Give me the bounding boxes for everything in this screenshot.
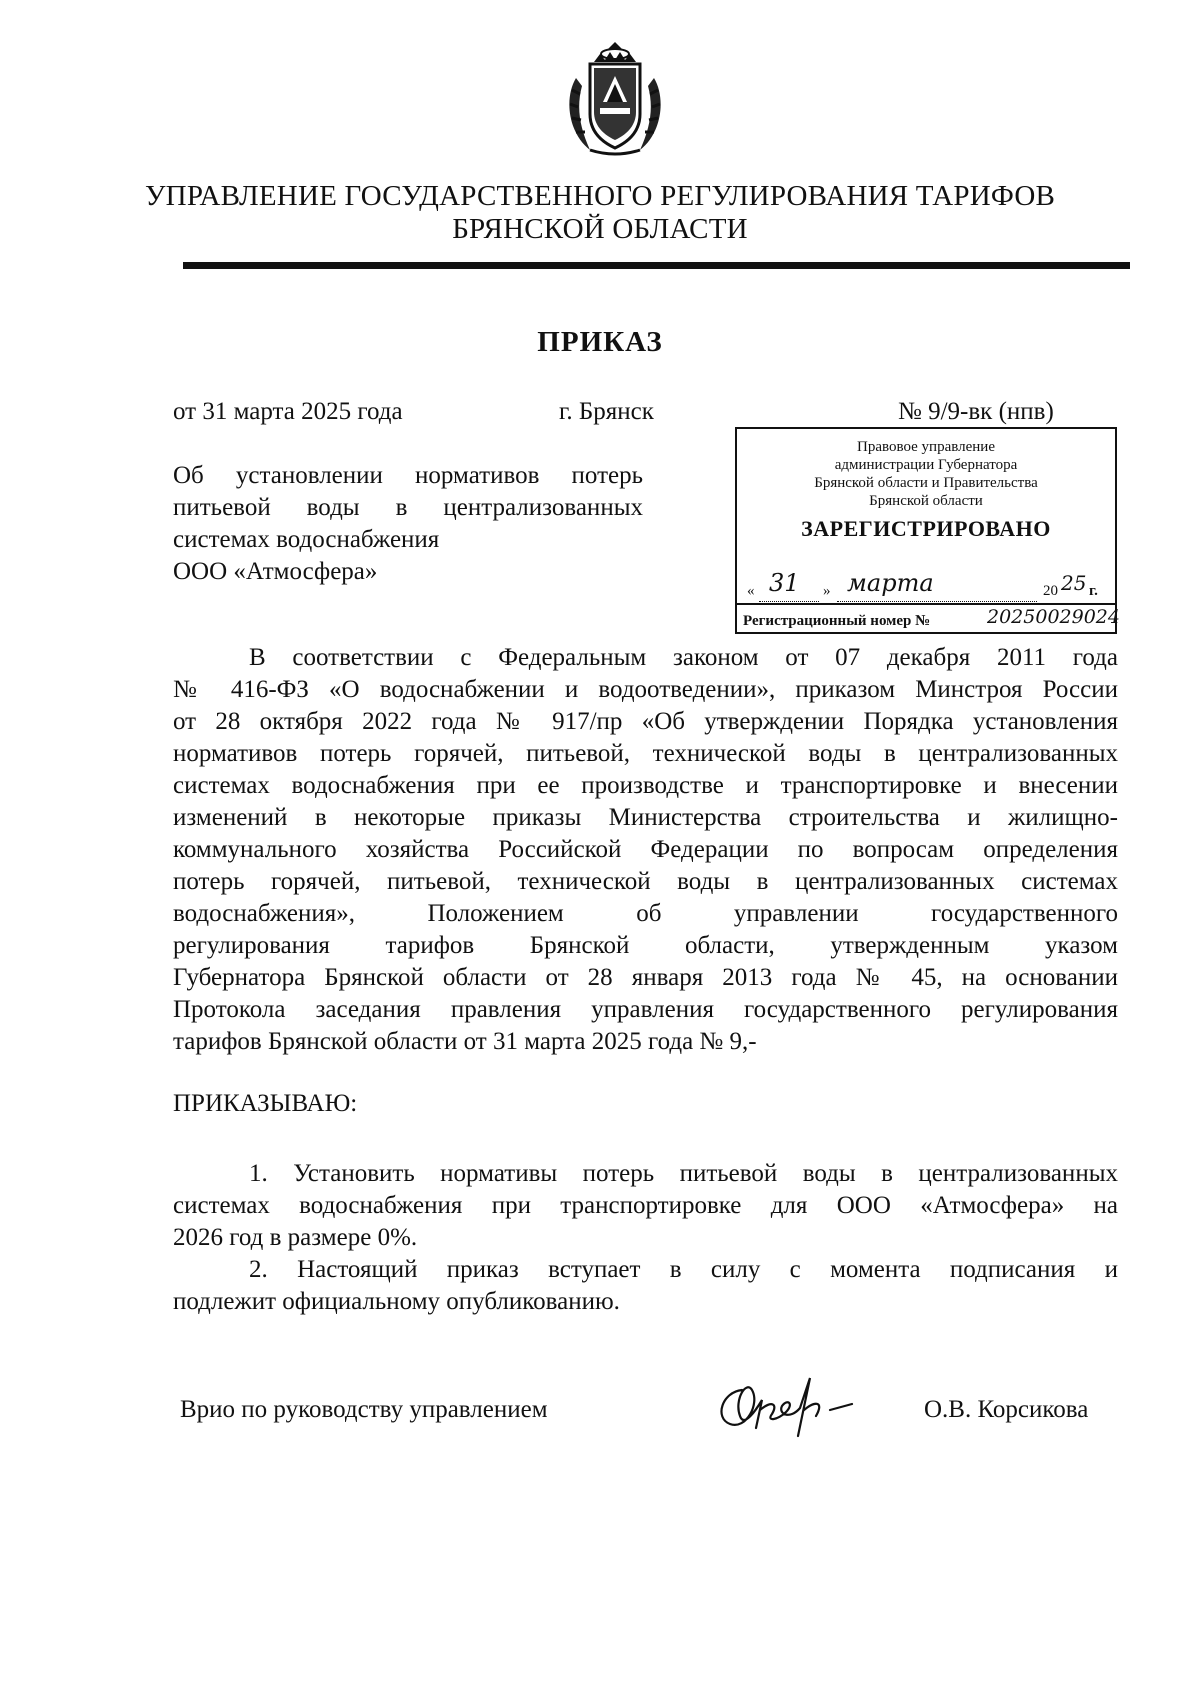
stamp-year-suffix: 25 xyxy=(1061,571,1087,595)
item-line: 1. Установить нормативы потерь питьевой воды в централизованных xyxy=(249,1160,1118,1187)
subject-line: Об установлении нормативов потерь xyxy=(173,462,643,489)
body-line: регулирования тарифов Брянской области, утвержденным указом xyxy=(173,932,1118,959)
subject-line: питьевой воды в централизованных xyxy=(173,494,643,521)
handwritten-signature xyxy=(712,1370,882,1440)
stamp-line: администрации Губернатора xyxy=(834,457,1018,473)
item-line: 2026 год в размере 0%. xyxy=(173,1224,418,1251)
coat-of-arms-icon xyxy=(560,38,670,158)
document-city: г. Брянск xyxy=(559,398,654,425)
document-body xyxy=(173,642,1118,1058)
order-word: ПРИКАЗЫВАЮ: xyxy=(173,1090,358,1117)
body-line: В соответствии с Федеральным законом от 07 декабря 2011 года xyxy=(249,644,1118,671)
document-date: от 31 марта 2025 года xyxy=(173,398,403,425)
order-items xyxy=(173,1158,1118,1318)
header-divider xyxy=(183,262,1130,269)
registration-stamp xyxy=(735,427,1120,634)
body-line: Губернатора Брянской области от 28 января 2013 года № 45, на основании xyxy=(173,964,1118,991)
stamp-registration xyxy=(737,603,1120,635)
stamp-year-prefix: 20 xyxy=(1043,583,1058,599)
body-line: изменений в некоторые приказы Министерства строительства и жилищно- xyxy=(173,804,1118,831)
body-line: Протокола заседания правления управления государственного регулирования xyxy=(173,996,1118,1023)
document-title: ПРИКАЗ xyxy=(537,326,663,358)
org-line-1: УПРАВЛЕНИЕ ГОСУДАРСТВЕННОГО РЕГУЛИРОВАНИЯ ТАРИФОВ xyxy=(144,180,1056,212)
item-line: 2. Настоящий приказ вступает в силу с момента подписания и xyxy=(249,1256,1118,1283)
stamp-line: Брянской области xyxy=(869,493,983,509)
body-line: водоснабжения», Положением об управлении государственного xyxy=(173,900,1118,927)
stamp-status: ЗАРЕГИСТРИРОВАНО xyxy=(801,516,1051,541)
organization-name xyxy=(100,180,1100,246)
stamp-line: Брянской области и Правительства xyxy=(814,475,1038,491)
subject-line: ООО «Атмосфера» xyxy=(173,558,378,585)
org-line-2: БРЯНСКОЙ ОБЛАСТИ xyxy=(452,213,748,245)
stamp-close-quote: » xyxy=(823,583,831,599)
document-number: № 9/9-вк (нпв) xyxy=(898,398,1054,425)
body-line: тарифов Брянской области от 31 марта 2025 года № 9,- xyxy=(173,1028,757,1055)
stamp-reg-number: 20250029024 xyxy=(987,606,1120,628)
stamp-line: Правовое управление xyxy=(857,439,995,455)
body-line: нормативов потерь горячей, питьевой, технической воды в централизованных xyxy=(173,740,1118,767)
stamp-year-unit: г. xyxy=(1089,583,1098,599)
body-line: коммунального хозяйства Российской Федерации по вопросам определения xyxy=(173,836,1118,863)
stamp-day: 31 xyxy=(769,569,800,597)
body-line: системах водоснабжения при ее производстве и транспортировке и внесении xyxy=(173,772,1118,799)
item-line: системах водоснабжения при транспортировке для ООО «Атмосфера» на xyxy=(173,1192,1118,1219)
body-line: потерь горячей, питьевой, технической воды в централизованных системах xyxy=(173,868,1118,895)
stamp-open-quote: « xyxy=(747,583,755,599)
body-line: от 28 октября 2022 года № 917/пр «Об утверждении Порядка установления xyxy=(173,708,1118,735)
item-line: подлежит официальному опубликованию. xyxy=(173,1288,620,1315)
signer-role: Врио по руководству управлением xyxy=(180,1396,548,1423)
document-subject xyxy=(173,460,643,588)
stamp-reg-label: Регистрационный номер № xyxy=(743,613,931,629)
signer-name: О.В. Корсикова xyxy=(924,1396,1089,1423)
body-line: № 416-ФЗ «О водоснабжении и водоотведении», приказом Минстроя России xyxy=(173,676,1118,703)
subject-line: системах водоснабжения xyxy=(173,526,440,553)
stamp-month: марта xyxy=(847,569,934,597)
